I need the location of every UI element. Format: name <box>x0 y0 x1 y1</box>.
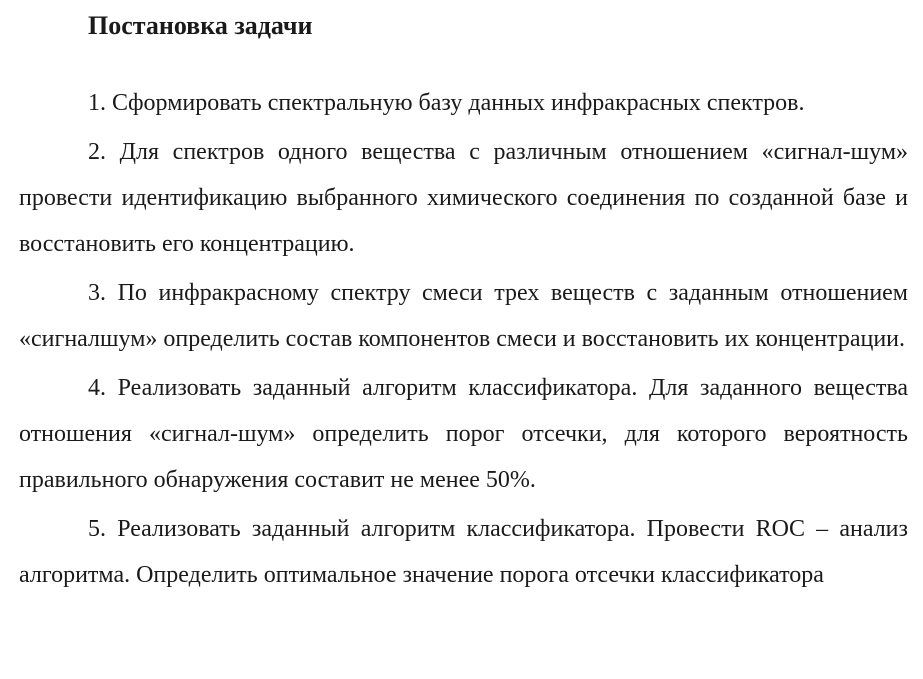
section-heading: Постановка задачи <box>88 11 313 40</box>
task-item-4: 4. Реализовать заданный алгоритм классификатора. Для заданного вещества отношения «сигнал-шум» определить порог отсечки, для которого вероятность правильного обнаружения составит не менее 50%. <box>19 375 908 493</box>
task-item-1: 1. Сформировать спектральную базу данных инфракрасных спектров. <box>88 90 805 116</box>
task-item-2: 2. Для спектров одного вещества с различным отношением «сигнал-шум» провести идентификацию выбранного химического соединения по созданной базе и восстановить его концентрацию. <box>19 139 908 257</box>
task-item-5: 5. Реализовать заданный алгоритм классификатора. Провести ROC – анализ алгоритма. Определить оптимальное значение порога отсечки классификатора <box>19 516 908 588</box>
task-list <box>19 80 908 601</box>
task-item-3: 3. По инфракрасному спектру смеси трех веществ с заданным отношением «сигналшум» определить состав компонентов смеси и восстановить их концентрации. <box>19 280 908 352</box>
